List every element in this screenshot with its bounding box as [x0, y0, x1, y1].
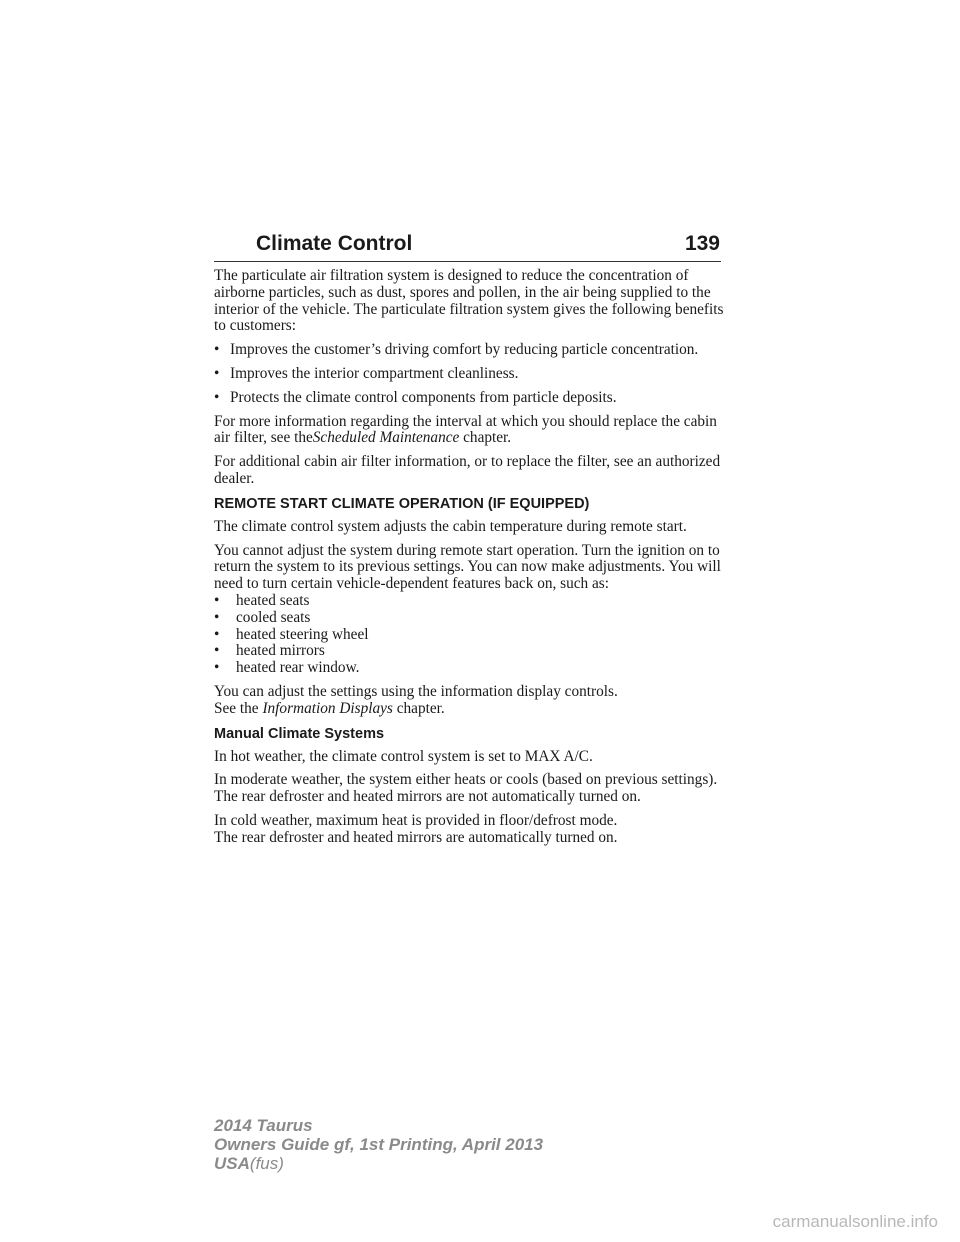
moderate-weather-paragraph: In moderate weather, the system either heats or cools (based on previous settings). The rear defroster and heated mirrors are not automatically turned on. — [214, 771, 718, 806]
header-divider — [214, 261, 721, 262]
remote-start-paragraph: The climate control system adjusts the cabin temperature during remote start. — [214, 517, 687, 535]
section-title: Climate Control — [256, 232, 413, 255]
list-item-text: heated steering wheel — [236, 625, 369, 643]
text: See the — [214, 699, 259, 717]
cold-weather-paragraph — [214, 813, 724, 847]
list-item — [214, 643, 724, 660]
section-heading: REMOTE START CLIMATE OPERATION (IF EQUIPPED) — [214, 495, 590, 512]
list-item — [214, 593, 724, 610]
footer-model: 2014 Taurus — [214, 1116, 313, 1135]
bullet-icon: • — [214, 659, 220, 677]
dealer-paragraph: For additional cabin air filter information, or to replace the filter, see an authorized dealer. — [214, 453, 721, 487]
list-item — [214, 610, 724, 627]
list-item-text: Improves the customer’s driving comfort by reducing particle concentration. — [230, 341, 699, 359]
footer-guide-info: Owners Guide gf, 1st Printing, April 2013 — [214, 1135, 544, 1154]
bullet-icon: • — [214, 388, 220, 406]
list-item-text: heated rear window. — [236, 659, 360, 677]
text: The rear defroster and heated mirrors are automatically turned on. — [214, 828, 618, 846]
bullet-icon: • — [214, 625, 220, 643]
list-item-text: heated seats — [236, 591, 310, 609]
chapter-reference: Information Displays — [262, 699, 393, 717]
text: chapter. — [463, 429, 512, 447]
footer-region-main: USA — [214, 1154, 250, 1173]
remote-start-adjust-paragraph: You cannot adjust the system during remote start operation. Turn the ignition on to return the system to its previous settings. You can now make adjustments. You will need to turn certain vehicle-dependent features back on, such as: — [214, 541, 721, 593]
list-item-text: heated mirrors — [236, 642, 325, 660]
list-item-text: Protects the climate control components from particle deposits. — [230, 388, 617, 406]
hot-weather-paragraph: In hot weather, the climate control system is set to MAX A/C. — [214, 747, 593, 765]
page-footer — [214, 1116, 543, 1173]
settings-paragraph — [214, 684, 724, 718]
bullet-icon: • — [214, 591, 220, 609]
text: For more information regarding the interval at which you should replace the cabin air filter, see the — [214, 412, 717, 447]
intro-paragraph: The particulate air filtration system is designed to reduce the concentration of airborne particles, such as dust, spores and pollen, in the air being supplied to the interior of the vehicle. The particulate filtration system gives the following benefits to customers: — [214, 267, 724, 335]
list-item-text: Improves the interior compartment cleanliness. — [230, 364, 519, 382]
page-body — [214, 268, 724, 854]
list-item — [214, 627, 724, 644]
bullet-icon: • — [214, 642, 220, 660]
page-number: 139 — [684, 232, 720, 255]
bullet-icon: • — [214, 364, 220, 382]
subsection-heading: Manual Climate Systems — [214, 725, 385, 742]
list-item — [214, 366, 724, 383]
list-item — [214, 660, 724, 677]
watermark: carmanualsonline.info — [772, 1212, 938, 1231]
bullet-icon: • — [214, 341, 220, 359]
bullet-icon: • — [214, 608, 220, 626]
footer-region-code: (fus) — [249, 1154, 284, 1173]
page-header — [214, 228, 721, 264]
filter-interval-paragraph — [214, 414, 724, 448]
text: You can adjust the settings using the information display controls. — [214, 682, 618, 700]
feature-list — [214, 593, 724, 677]
list-item — [214, 390, 724, 407]
list-item — [214, 342, 724, 359]
text: chapter. — [396, 699, 445, 717]
list-item-text: cooled seats — [236, 608, 311, 626]
text: In cold weather, maximum heat is provided in floor/defrost mode. — [214, 811, 618, 829]
chapter-reference: Scheduled Maintenance — [312, 429, 460, 447]
footer-region — [214, 1154, 543, 1173]
